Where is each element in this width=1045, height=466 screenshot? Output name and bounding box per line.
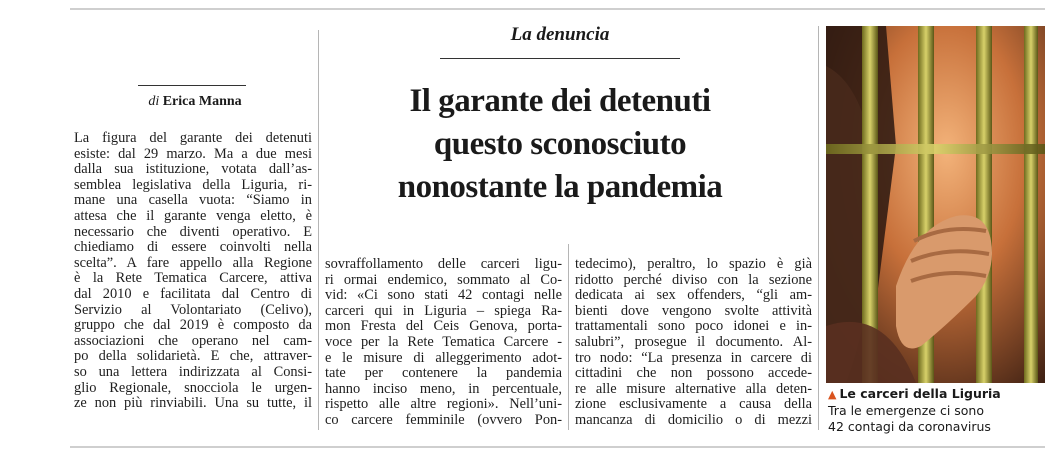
column-divider [568,244,569,430]
byline-prefix: di [148,94,160,109]
headline-line: Il garante dei detenuti [409,83,711,119]
article-text-line: so una lettera indirizzata al Consi- [74,364,312,380]
article-text-line: hanno inciso meno, in percentuale, [325,381,562,397]
byline [120,94,270,110]
article-text-line: dal 2010 e facilitata dal Centro di [74,286,312,302]
article-text-line: re alle misure alternative alla deten- [575,381,812,397]
article-text-line: carceri qui in Liguria – spiega Ra- [325,303,562,319]
article-text-line: po della solidarietà. E che, attraver- [74,349,312,365]
byline-rule [138,85,246,86]
article-text-line: cittadini che non possono accede- [575,366,812,382]
bottom-rule [70,446,1045,448]
article-text-line: gruppo che dal 2019 è composto da [74,318,312,334]
article-text-line: trattamentali sono poco idonei e in- [575,319,812,335]
article-text-line: associazioni che operano nel cam- [74,333,312,349]
article-text-line: voce per la Rete Tematica Carcere - [325,334,562,350]
article-text-line: dedicata ai sex offenders, “gli am- [575,288,812,304]
article-text-line: mane una casella vuota: “Siamo in [74,193,312,209]
article-text-line: rispetto alle altre regioni». Nell’uni- [325,397,562,413]
caption-title-row [828,386,1045,403]
caption-text: Tra le emergenze ci sono [828,403,985,418]
kicker-underline [440,58,680,59]
article-text-line: attesa che il garante venga eletto, è [74,208,312,224]
article-column-1 [74,131,312,412]
section-kicker: La denuncia [510,24,610,45]
article-text-line: Servizio al Volontariato (Celivo), [74,302,312,318]
prison-bars-photo [826,26,1045,383]
prison-bars-illustration [826,26,1045,383]
article-text-line: sovraffollamento delle carceri ligu- [325,257,562,272]
article-column-2 [325,257,562,429]
article-text-line: vid: «Ci sono stati 42 contagi nelle [325,288,562,304]
article-text-line: è la Rete Tematica Carcere, attiva [74,271,312,287]
article-text-line: e le misure di alleggerimento adot- [325,350,562,366]
article-column-3 [575,257,812,429]
article-text-line: glio Regionale, snocciola le urgen- [74,380,312,396]
article-text-line: ridotto perché diviso con la sezione [575,272,812,288]
caption-title: Le carceri della Liguria [839,386,1001,401]
article-text-line: esiste: dal 29 marzo. Ma a due mesi [74,146,312,162]
article-text-line: tro nodo: “La presenza in carcere di [575,350,812,366]
article-text-line: mancanza di domicilio o di mezzi [575,412,812,428]
headline-line: questo sconosciuto [433,126,687,162]
article-text-line: necessario che diventi operativo. E [74,224,312,240]
article-text-line: zione esclusivamente a causa della [575,397,812,413]
headline-line: nonostante la pandemia [397,169,723,205]
article-text-line: chiediamo di essere coinvolti nella [74,240,312,256]
triangle-up-icon: ▲ [828,388,837,401]
article-text-line: tate per contenere la pandemia [325,366,562,382]
caption-text: 42 contagi da coronavirus [828,419,991,434]
article-text-line: ze non più rinviabili. Una su tutte, il [74,396,312,412]
top-rule [70,8,1045,10]
author-name: Erica Manna [162,94,242,109]
article-text-line: tedecimo), peraltro, lo spazio è già [575,257,812,272]
column-divider [818,26,819,430]
headline [330,80,790,209]
article-text-line: mon Fresta del Ceis Genova, porta- [325,319,562,335]
photo-caption [828,386,1045,435]
article-text-line: scelta”. A fare appello alla Regione [74,255,312,271]
article-text-line: semblea legislativa della Liguria, ri- [74,177,312,193]
article-text-line: dalla sua istituzione, votata dall’as- [74,162,312,178]
article-text-line: La figura del garante dei detenuti [74,131,312,146]
article-text-line: ri ormai endemico, sommato al Co- [325,272,562,288]
article-text-line: bienti dove vengono svolte attività [575,303,812,319]
article-text-line: co carcere femminile (ovvero Pon- [325,412,562,428]
column-divider [318,30,319,430]
article-text-line: salubri”, prosegue il documento. Al- [575,334,812,350]
